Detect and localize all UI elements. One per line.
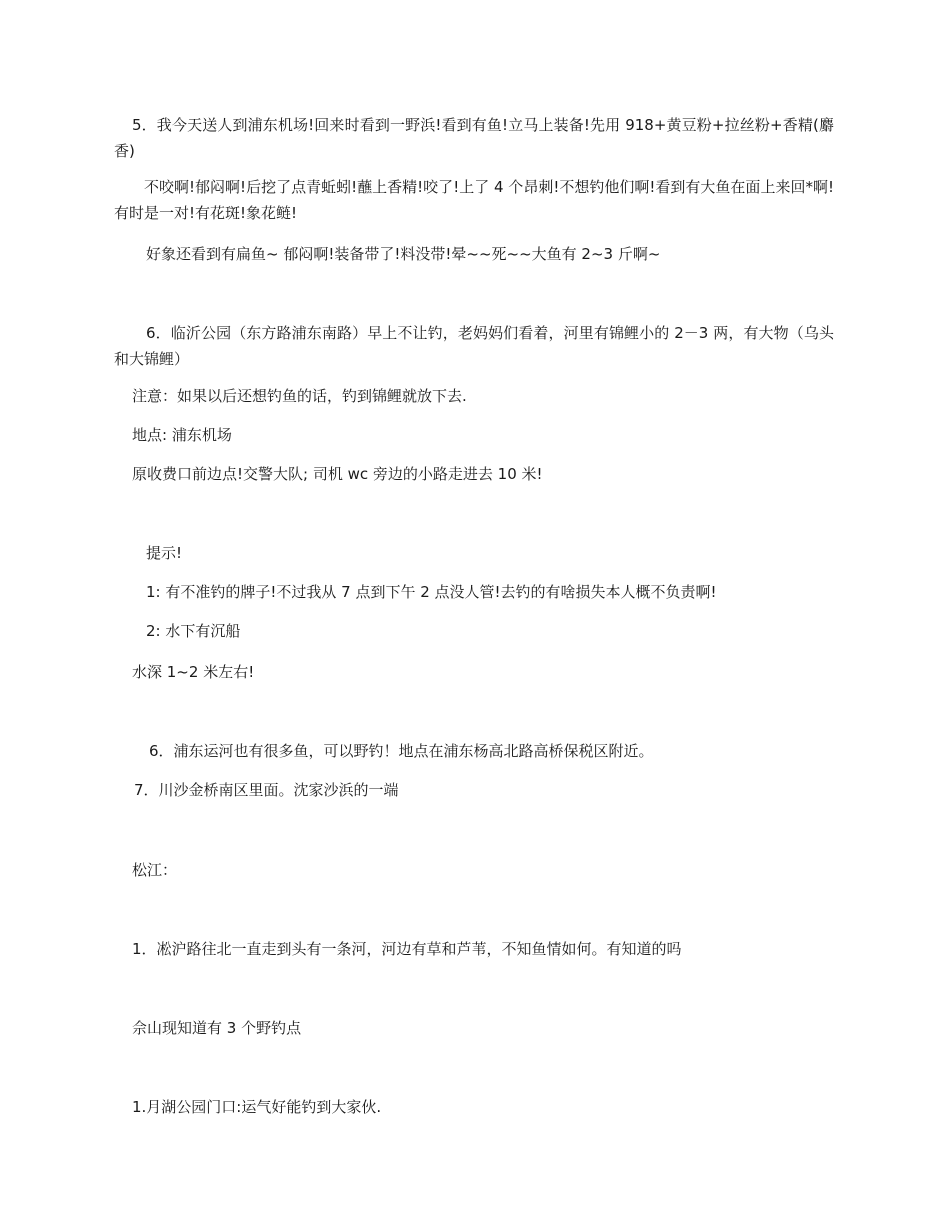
paragraph-directions: 原收费口前边点!交警大队; 司机 wc 旁边的小路走进去 10 米! bbox=[132, 465, 543, 483]
paragraph-note: 注意：如果以后还想钓鱼的话，钓到锦鲤就放下去. bbox=[132, 387, 467, 405]
paragraph-water-depth: 水深 1~2 米左右! bbox=[132, 663, 255, 681]
paragraph-airport-trip: 5．我今天送人到浦东机场!回来时看到一野浜!看到有鱼!立马上装备!先用 918+黄豆粉+拉丝粉+香精(麝香) bbox=[114, 116, 834, 160]
paragraph-songhu-road: 1．凇沪路往北一直走到头有一条河，河边有草和芦苇，不知鱼情如何。有知道的吗 bbox=[132, 940, 682, 958]
paragraph-location: 地点: 浦东机场 bbox=[132, 426, 232, 444]
paragraph-yuehu-park: 1.月湖公园门口:运气好能钓到大家伙. bbox=[132, 1098, 382, 1116]
paragraph-sheshan: 佘山现知道有 3 个野钓点 bbox=[132, 1019, 302, 1037]
paragraph-tip-2: 2: 水下有沉船 bbox=[146, 622, 241, 640]
paragraph-tips-heading: 提示! bbox=[146, 544, 183, 562]
paragraph-chuansha: 7．川沙金桥南区里面。沈家沙浜的一端 bbox=[134, 781, 399, 799]
paragraph-no-bite: 不咬啊!郁闷啊!后挖了点青蚯蚓!蘸上香精!咬了!上了 4 个昂刺!不想钓他们啊!看到有大鱼在面上来回*啊!有时是一对!有花斑!象花鲢! bbox=[114, 178, 834, 222]
paragraph-pudong-canal: 6．浦东运河也有很多鱼，可以野钓！地点在浦东杨高北路高桥保税区附近。 bbox=[149, 742, 654, 760]
paragraph-tip-1: 1: 有不准钓的牌子!不过我从 7 点到下午 2 点没人管!去钓的有啥损失本人概不负责啊! bbox=[146, 583, 717, 601]
section-heading-songjiang: 松江： bbox=[132, 861, 178, 879]
paragraph-flat-fish: 好象还看到有扁鱼~ 郁闷啊!装备带了!料没带!晕~~死~~大鱼有 2~3 斤啊~ bbox=[146, 245, 661, 263]
paragraph-linyi-park: 6．临沂公园（东方路浦东南路）早上不让钓，老妈妈们看着，河里有锦鲤小的 2－3 两，有大物（乌头和大锦鲤） bbox=[114, 324, 834, 368]
